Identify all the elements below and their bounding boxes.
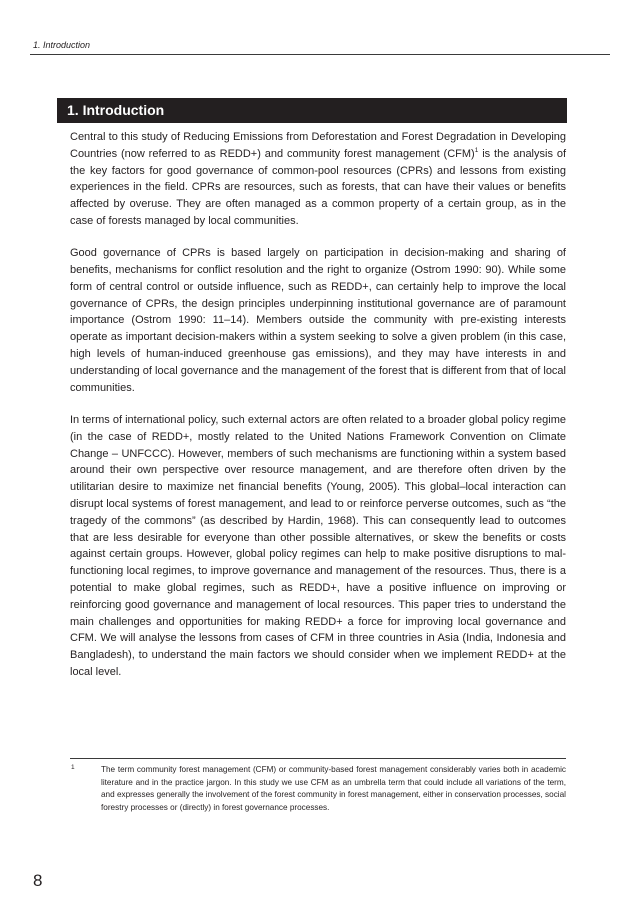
section-heading-bar [57, 98, 567, 123]
footnote-number: 1 [71, 764, 75, 771]
footnote [70, 764, 566, 814]
paragraph-1-text-start: Central to this study of Reducing Emissions from Deforestation and Forest Degradation in Developing Countries (now referred to as REDD+) and community forest management (CFM) [70, 131, 566, 160]
paragraph-1-text-end: is the analysis of the key factors for good governance of common-pool resources (CPRs) and lessons from existing experiences in the field. CPRs are resources, such as forests, that can have their values or benefits affected by overuse. They are often managed as a common property of a certain group, as in the case of forests managed by local communities. [70, 147, 567, 227]
paragraph-2: Good governance of CPRs is based largely on participation in decision-making and sharing of benefits, mechanisms for conflict resolution and the right to organize (Ostrom 1990: 90). While some form of central control or outside influence, such as REDD+, can certainly help to improve the local governance of CPRs, the design principles underpinning institutional governance are of paramount importance (Ostrom 1990: 11–14). Members outside the community with pre-existing interests operate as important decision-makers within a system seeking to solve a given problem (in this case, high levels of human-induced greenhouse gas emissions), and they may have interests in and understanding of local governance and the management of the forest that is different from that of local communities. [70, 247, 566, 394]
paragraph-1 [70, 129, 566, 230]
footnote-reference[interactable]: 1 [474, 146, 479, 154]
header-divider [30, 54, 610, 55]
page-number: 8 [33, 871, 43, 890]
body-text [70, 129, 566, 696]
paragraph-3: In terms of international policy, such external actors are often related to a broader global policy regime (in the case of REDD+, mostly related to the United Nations Framework Convention on Climate Change – UNFCCC). However, members of such mechanisms are functioning within a system based around their own perspective over resource management, and are therefore often driven by the utilitarian desire to maximize net financial benefits (Young, 2005). This global–local interaction can disrupt local systems of forest management, and lead to or reinforce perverse outcomes, such as “the tragedy of the commons” (as described by Hardin, 1968). This can consequently lead to outcomes that are less desirable for everyone than other possible alternatives, or skew the benefits or costs against certain groups. However, global policy regimes can help to make positive disruptions to mal-functioning local regimes, to improve governance and management of the resources. Thus, there is a potential to make global regimes, such as REDD+, have a positive influence on improving or reinforcing good governance and management of local resources. This paper tries to understand the main challenges and opportunities for making REDD+ a force for improving local governance and CFM. We will analyse the lessons from cases of CFM in three countries in Asia (India, Indonesia and Bangladesh), to understand the main factors we should consider when we implement REDD+ at the local level. [70, 413, 566, 678]
running-header: 1. Introduction [33, 40, 91, 50]
footnote-divider [70, 758, 566, 759]
section-title: 1. Introduction [67, 102, 165, 118]
footnote-text: The term community forest management (CFM) or community-based forest management considerably varies both in academic literature and in the practice jargon. In this study we use CFM as an umbrella term that could include all variations of the term, and expresses generally the involvement of the forest community in forest management, either in conservation processes, social forestry processes or (directly) in forest governance processes. [101, 765, 566, 812]
